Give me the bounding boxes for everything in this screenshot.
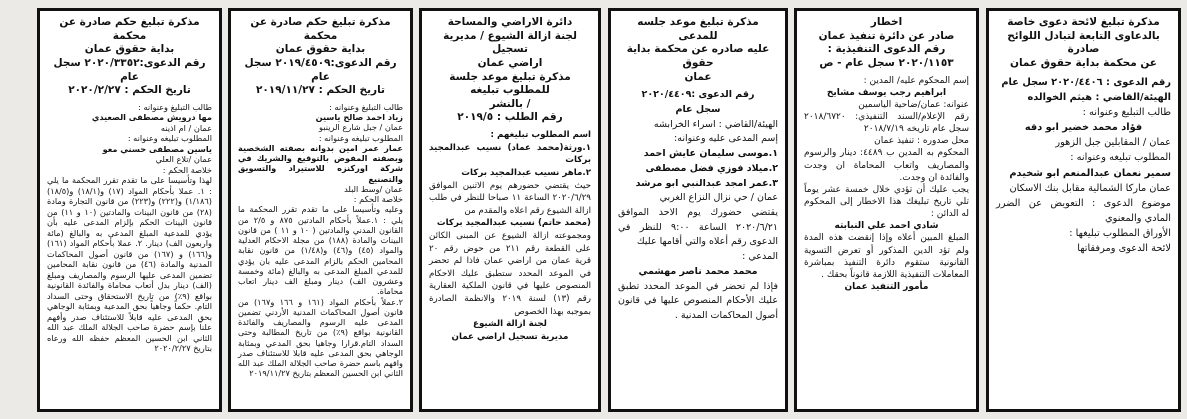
- notice-title-line: ٢٠٢٠/١١٥٣ سجل عام - ص: [819, 56, 954, 69]
- notice-text-line: عمار عمر امين بدوانه بصفته الشخصية وبصفته المفوض بالتوقيع والشريك في شركة اوركنزه للاستيراد والتسويق والتصنيع: [238, 142, 403, 184]
- notice-text-line: عمان / جبل شارع الرينبو: [319, 122, 403, 133]
- notice-text-line: إسم المدعى عليه وعنوانه:: [674, 133, 778, 145]
- notice-title-line: مذكرة تبليغ موعد جلسة للمطلوب تبليغه: [449, 70, 571, 97]
- notice-text-line: المحكوم به المدين ب ٤٤٨٩: دينار والرسوم والمصاريف واتعاب المحاماة ان وجدت والفائدة ان وجدت.: [804, 148, 969, 183]
- notice-text-line: رقم الدعوى :٢٠٢٠/٤٤٠٩: [641, 89, 755, 101]
- notice-text-line: موضوع الدعوى : التعويض عن الضرر المادي والمعنوي: [996, 197, 1171, 225]
- notice-title-line: مذكرة تبليغ حكم صادرة عن محكمة: [250, 16, 391, 42]
- notice-title-line: مذكرة تبليغ حكم صادرة عن محكمة: [59, 16, 200, 42]
- notice-text-line: محمد محمد ناصر مهشمي: [638, 265, 758, 277]
- notice-title-line: تاريخ الحكم : ٢٠١٩/١١/٢٧: [255, 84, 385, 97]
- notice-title-line: رقم الطلب : ٢٠١٩/٥: [457, 111, 563, 124]
- notice-title-line: بالدعاوى التابعة لتبادل اللوائح صادرة: [1007, 29, 1160, 56]
- notice-text-line: المبلغ المبين أعلاه وإذا إنقضت هذه المدة ولم تؤد الدين المذكور أو تعرض التسوية القانونية ستقوم دائرة التنفيذ بمباشرة المعاملات التنفيذية اللازمة قانوناً بحقك .: [804, 233, 969, 280]
- notice-text-line: خلاصة الحكم :: [162, 164, 212, 175]
- notice-title-line: رقم الدعوى:٢٠٢٠/٣٣٥٢ سجل عام: [53, 56, 206, 83]
- notice-text-line: طالب التبليغ وعنوانه :: [138, 101, 212, 112]
- notice-text-line: عمان / المقابلين جبل الزهور: [1055, 137, 1171, 149]
- notice-title-line: عمان: [684, 70, 712, 83]
- notice-text-line: سمير نعمان عبدالمنعم ابو شخيدم: [1009, 167, 1171, 179]
- notice-text-line: طالب التبليغ وعنوانه :: [329, 101, 403, 112]
- notice-text-line: رقم الإعلام/السند التنفيذي: ٢٠١٨/٦٧٢٠ سجل عام تاريخه ٢٠١٨/٧/١٩: [804, 111, 969, 135]
- notice-text-line: عمان /تلاع العلي: [155, 154, 212, 165]
- notice-text-line: يقتضي حضورك يوم الاحد الموافق ٢٠٢٠/٦/٢١ الساعة ٩:٠٠ للنظر في الدعوى رقم أعلاه والتي أقامها عليك: [618, 206, 778, 248]
- notice-hearing-date: [608, 8, 788, 412]
- notice-text-line: ٢.ماهر نسيب عبدالمجيد بركات: [461, 167, 591, 178]
- notice-text-line: مديرية تسجيل اراضي عمان: [451, 331, 569, 342]
- notice-text-line: مها درويش مصطفى الصعيدي: [91, 112, 212, 123]
- notice-text-line: ٢.ميلاد فوزي فضل مصطفى: [645, 162, 778, 174]
- notice-title-line: بداية حقوق عمان: [275, 43, 366, 56]
- notice-text-line: طالب التبليغ وعنوانه :: [1082, 106, 1171, 118]
- notice-text-line: شادي احمد علي النبابته: [834, 221, 939, 232]
- notice-execution-warning: [794, 8, 979, 412]
- notice-text-line: الهيئة/القاضي : هيثم الخوالده: [1027, 91, 1171, 103]
- notice-text-line: عمان / حي نزال النزاع الغربي: [659, 192, 778, 204]
- notice-title-line: مذكرة تبليغ موعد جلسه للمدعى: [637, 16, 759, 42]
- notice-text-line: المطلوب تبليغه وعنوانه :: [127, 133, 212, 144]
- notice-text-line: المدعي :: [742, 251, 778, 263]
- notice-land-partition: [419, 8, 601, 412]
- notice-lawsuit-statement: [986, 8, 1181, 412]
- notice-title-line: صادر عن دائرة تنفيذ عمان: [818, 29, 955, 42]
- notice-text-line: عمان ماركا الشمالية مقابل بنك الاسكان: [1009, 182, 1171, 194]
- notice-text-line: محل صدوره : تنفيذ عمان: [874, 136, 969, 147]
- notice-title-line: دائرة الاراضي والمساحة: [447, 16, 573, 28]
- notice-text-line: عنوانه: عمان/ضاحية الياسمين: [858, 99, 969, 110]
- notice-title-line: مذكرة تبليغ لائحة دعوى خاصة: [1007, 16, 1160, 28]
- notice-text-line: وعليه وتأسيسا على ما تقدم تقرر المحكمة ما يلي : ١.عملاً بأحكام المادتين ٨٧٥ و ٢/٥ من القانون المدني والمادتين ( ١٠ و ١١ ) من قانون البينات والمادة (١٨٨) من مجلة الاحكام العدلية والمواد (٤٥) و(٤٦) و(١/٤٨) من قانون نقابة المحامين الحكم بالزام المدعى عليه بان يؤدي للمدعي المبلغ المدعى به والبالغ (مائة وخمسة وعشرون الف) دينار ومبلغ الف دينار اتعاب محاماة.: [238, 204, 403, 297]
- notice-text-line: (محمد حاتم) نسيب عبدالمجيد بركات: [436, 218, 591, 229]
- notice-title-line: / بالنشر: [489, 97, 531, 110]
- notice-text-line: المطلوب تبليغه وعنوانه :: [1070, 152, 1171, 164]
- notice-text-line: ٣.عمر امجد عبدالنبي ابو مرشد: [635, 177, 778, 189]
- notice-title-line: اخطار: [870, 16, 903, 28]
- notice-title-line: رقم الدعوى التنفيذية :: [827, 43, 946, 56]
- notice-text-line: سجل عام: [675, 103, 721, 115]
- notice-text-line: ١.ورثة(محمد عماد) نسيب عبدالمجيد بركات: [429, 142, 591, 166]
- notice-text-line: فإذا لم تحضر في الموعد المحدد تطبق عليك الأحكام المنصوص عليها في قانون أصول المحاكمات المدنية .: [618, 280, 778, 321]
- notice-text-line: اسم المطلوب تبليغهم :: [490, 130, 591, 141]
- notice-text-line: عمان / ام اذينه: [160, 122, 212, 133]
- notice-text-line: ١.موسى سليمان عايش احمد: [643, 148, 778, 160]
- notice-title-line: اراضي عمان: [477, 56, 543, 69]
- notice-text-line: ٢.عملاً بأحكام المواد (١٦١ و ١٦٦ و١٦٧) من قانون أصول المحاكمات المدنية الأردني تضمين المدعى عليه الرسوم والمصاريف والفائدة القانونية بواقع (٩٪) من تاريخ المطالبة وحتى السداد التام.قرارا وجاهيا بحق المدعي وبمثابة الوجاهي بحق المدعى عليه قابلا للاستئناف صدر وافهم باسم حضرة صاحب الجلالة الملك عبد الله الثاني ابن الحسين المعظم بتاريخ ٢٠١٩/١١/٢٧: [238, 296, 403, 379]
- notice-text-line: فؤاد محمد خضير ابو دقه: [1024, 122, 1143, 134]
- notice-text-line: لهذا وتأسيسا على ما تقدم تقرر المحكمة ما يلي : ١. عملا بأحكام المواد (١٧) و(١٨/١) و(١٨/٥) (١/١٨٦) و(٢٢٢) و(٢٢٣) من قانون التجارة ومادة (٢٨) من قانون البينات والمادتين (١٠ و ١١) من قانون البينات الحكم بإلزام المدعى عليه بأن يؤدي للمدعية المبلغ المدعى به والبالغ (مائة واربعون الف) دينار. ٢. عملا بأحكام المواد (١٦١) و(١٦٦) و (١٦٧) من قانون أصول المحاكمات المدنية والمادة (٤٦) من قانون نقابة المحامين تضمين المدعى عليها الرسوم والمصاريف ومبلغ (الف) دينار بدل أتعاب محاماة والفائدة القانونية بواقع (٩٪) من تاريخ الاستحقاق وحتى السداد التام. حكماً وجاهياً بحق المدعية وبمثابة الوجاهي بحق المدعى عليه قابلاً للاستئناف صدر وأفهم علناً بإسم حضرة صاحب الجلالة الملك عبد الله الثاني ابن الحسين المعظم حفظه الله ورعاه بتاريخ ٢٠٢٠/٢/٢٧: [47, 175, 212, 354]
- notice-judgment-2020: [37, 8, 222, 412]
- notice-judgment-2019: [228, 8, 413, 412]
- notice-text-line: رقم الدعوى : ٢٠٢٠/٤٤٠٦ سجل عام: [1001, 76, 1171, 88]
- notice-text-line: عمان /وسط البلد: [344, 183, 403, 194]
- notice-text-line: لائحة الدعوى ومرفقاتها: [1077, 243, 1171, 255]
- notice-title-line: بداية حقوق عمان: [84, 43, 175, 56]
- notice-text-line: إسم المحكوم عليه/ المدين :: [863, 75, 969, 86]
- notice-title-line: لجنة ازالة الشيوع / مديرية تسجيل: [443, 29, 577, 56]
- notice-text-line: المطلوب تبليغه وعنوانه :: [318, 132, 403, 143]
- notice-text-line: ياسين مصطفى حسني معو: [102, 143, 212, 154]
- notice-text-line: يجب عليك أن تؤدي خلال خمسة عشر يوماً تلي تاريخ تبليغك هذا الاخطار إلى المحكوم له الدائن :: [804, 184, 969, 220]
- notice-text-line: لجنة ازالة الشيوع: [473, 319, 547, 330]
- notice-text-line: زياد احمد صالح ياسين: [315, 112, 403, 123]
- notice-title-line: عن محكمة بداية حقوق عمان: [1010, 56, 1157, 69]
- notice-title-line: رقم الدعوى:٢٠١٩/٤٥٠٩ سجل عام: [244, 56, 397, 83]
- notice-text-line: ومجموعته ازالة الشيوع عن المبنى الكائن على القطعة رقم ٢١١ من حوض رقم ٢٠ قرية عمان من اراضي عمان فاذا لم تحضر في الموعد المحدد ستطبق عليك الاحكام المنصوص عليها في قانون الملكية العقارية رقم (١٣) لسنة ٢٠١٩ والانظمة الصادرة بموجبه بهذا الخصوص: [429, 231, 591, 317]
- notice-text-line: الهيئة/القاضي : اسراء الخرابشه: [653, 118, 778, 130]
- notice-title-line: تاريخ الحكم : ٢٠٢٠/٢/٢٧: [68, 84, 191, 97]
- notice-text-line: ابراهيم رجب يوسف مشايخ: [826, 87, 947, 98]
- notice-text-line: حيث يقتضي حضورهم يوم الاثنين الموافق ٢٠٢٠/٦/٢٩ الساعة ١١ صباحا للنظر في طلب ازالة الشيوع رقم اعلاه والمقدم من: [429, 180, 591, 216]
- notice-text-line: خلاصة الحكم :: [353, 194, 403, 205]
- notice-text-line: الأوراق المطلوب تبليغها :: [1069, 228, 1171, 240]
- notice-text-line: مأمور التنفيذ عمان: [844, 281, 929, 292]
- notice-title-line: عليه صادره عن محكمة بداية حقوق: [626, 43, 770, 69]
